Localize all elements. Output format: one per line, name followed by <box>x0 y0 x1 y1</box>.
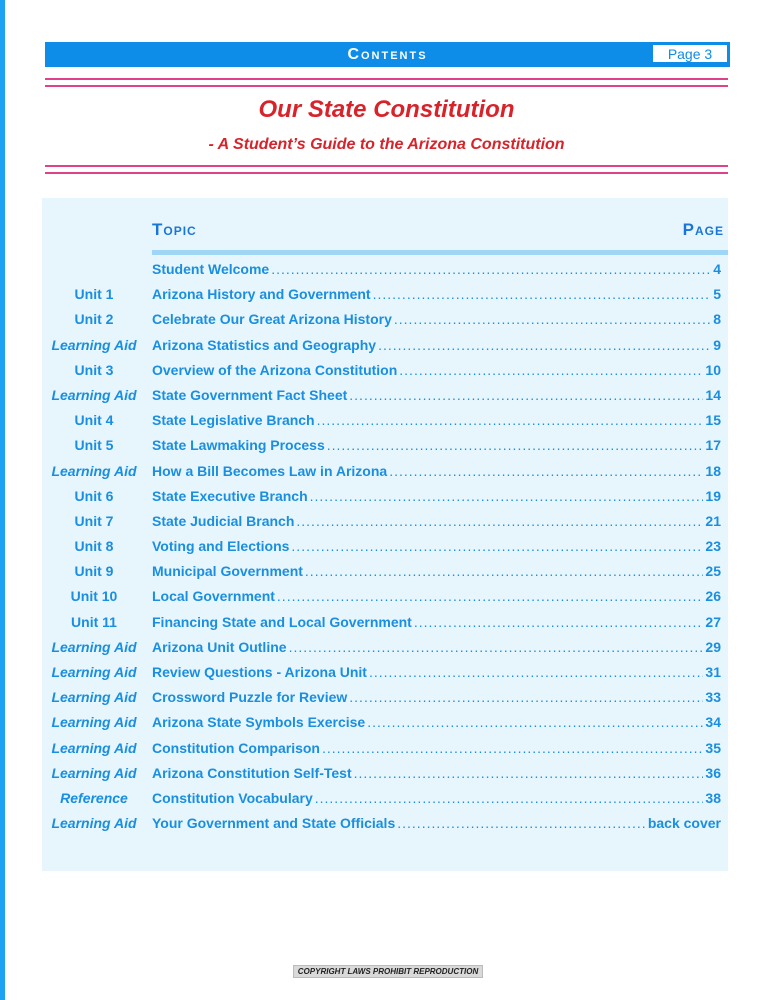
toc-row-label: Unit 6 <box>74 487 114 504</box>
toc-row-topic: Arizona State Symbols Exercise <box>152 714 366 731</box>
toc-row-page: 21 <box>705 512 721 529</box>
toc-row-page: 29 <box>705 638 721 655</box>
dot-leader <box>317 412 704 428</box>
toc-row <box>42 412 728 437</box>
toc-row-label: Unit 3 <box>74 361 114 378</box>
toc-row-page: 14 <box>705 386 721 403</box>
dot-leader <box>305 563 704 579</box>
toc-row <box>42 311 728 336</box>
title-bottom-divider <box>45 165 728 174</box>
dot-leader <box>394 311 711 327</box>
toc-row-topic: Constitution Comparison <box>152 739 320 756</box>
toc-row-page: back cover <box>647 815 721 832</box>
toc-row <box>42 588 728 613</box>
toc-row-page: 27 <box>705 613 721 630</box>
toc-row-label: Learning Aid <box>51 638 137 655</box>
toc-row-label: Learning Aid <box>51 739 137 756</box>
toc-row-topic: Arizona History and Government <box>152 286 371 303</box>
toc-row-page: 17 <box>705 437 721 454</box>
toc-row-page: 10 <box>705 361 721 378</box>
dot-leader <box>291 538 703 554</box>
dot-leader <box>310 488 704 504</box>
dot-leader <box>369 664 703 680</box>
toc-row-topic: State Judicial Branch <box>152 512 295 529</box>
document-subtitle: - A Student’s Guide to the Arizona Constitution <box>208 136 565 153</box>
dot-leader <box>389 463 703 479</box>
toc-row-topic: Overview of the Arizona Constitution <box>152 361 398 378</box>
dot-leader <box>399 362 703 378</box>
dot-leader <box>271 261 711 277</box>
toc-row-page: 33 <box>705 689 721 706</box>
toc-row-topic: Review Questions - Arizona Unit <box>152 664 367 680</box>
toc-row-label: Unit 5 <box>74 437 114 454</box>
toc-row-topic: Celebrate Our Great Arizona History <box>152 311 392 328</box>
toc-row <box>42 740 728 765</box>
toc-row <box>42 261 728 286</box>
toc-row-label: Learning Aid <box>51 815 137 832</box>
toc-row <box>42 639 728 664</box>
toc-row-label: Unit 2 <box>74 311 114 328</box>
toc-row <box>42 513 728 538</box>
toc-row-topic: Arizona Unit Outline <box>152 638 287 655</box>
toc-row-label: Unit 11 <box>71 613 117 630</box>
title-top-divider <box>45 78 728 87</box>
toc-row-topic: State Executive Branch <box>152 487 308 504</box>
toc-row-label: Learning Aid <box>51 714 137 731</box>
toc-row-label: Unit 10 <box>70 588 118 605</box>
toc-row <box>42 689 728 714</box>
toc-row <box>42 815 728 840</box>
toc-row <box>42 387 728 412</box>
toc-row <box>42 488 728 513</box>
dot-leader <box>367 714 703 730</box>
dot-leader <box>354 765 704 781</box>
toc-row <box>42 714 728 739</box>
dot-leader <box>349 689 703 705</box>
toc-row-page: 25 <box>705 563 721 580</box>
toc-row-topic: How a Bill Becomes Law in Arizona <box>152 462 388 479</box>
toc-row-topic: Municipal Government <box>152 563 303 580</box>
toc-row-label: Learning Aid <box>51 336 137 353</box>
column-heading-rule <box>152 250 728 255</box>
dot-leader <box>397 815 646 831</box>
toc-row <box>42 286 728 311</box>
toc-row <box>42 463 728 488</box>
toc-row-label: Learning Aid <box>51 386 137 403</box>
page-column-heading: Page <box>682 220 724 239</box>
toc-row-label: Learning Aid <box>51 764 137 781</box>
toc-row <box>42 362 728 387</box>
toc-row-page: 38 <box>705 789 721 806</box>
toc-row-label: Unit 4 <box>74 412 114 429</box>
toc-row-topic: Financing State and Local Government <box>152 613 412 630</box>
header-title: Contents <box>347 45 428 63</box>
toc-row-page: 9 <box>713 336 721 353</box>
document-title: Our State Constitution <box>258 96 515 123</box>
toc-row <box>42 538 728 563</box>
dot-leader <box>349 387 703 403</box>
toc-row-label: Learning Aid <box>51 462 137 479</box>
contents-header-bar <box>45 42 730 67</box>
toc-row <box>42 614 728 639</box>
toc-row-label: Learning Aid <box>51 664 137 680</box>
toc-row-page: 8 <box>713 311 721 328</box>
toc-row-page: 36 <box>705 764 721 781</box>
toc-row-topic: State Lawmaking Process <box>152 437 325 454</box>
toc-row-page: 34 <box>705 714 721 731</box>
toc-row <box>42 337 728 362</box>
toc-row-label: Learning Aid <box>51 689 137 706</box>
toc-row-page: 35 <box>705 739 721 756</box>
toc-row-topic: State Government Fact Sheet <box>152 386 348 403</box>
toc-row-label: Unit 7 <box>74 512 114 529</box>
page-number-label: Page 3 <box>652 44 728 63</box>
toc-row-label: Unit 8 <box>74 538 114 555</box>
toc-row-topic: Voting and Elections <box>152 538 290 555</box>
copyright-notice: COPYRIGHT LAWS PROHIBIT REPRODUCTION <box>293 965 483 978</box>
table-of-contents <box>42 198 728 871</box>
dot-leader <box>414 614 704 630</box>
dot-leader <box>327 437 704 453</box>
toc-row <box>42 664 728 689</box>
toc-row-page: 31 <box>705 664 721 680</box>
toc-row-page: 4 <box>713 261 721 277</box>
toc-row-page: 15 <box>705 412 721 429</box>
toc-row <box>42 437 728 462</box>
toc-row-topic: State Legislative Branch <box>152 412 315 429</box>
toc-row <box>42 765 728 790</box>
toc-row-label: Unit 9 <box>74 563 114 580</box>
toc-row-page: 26 <box>705 588 721 605</box>
dot-leader <box>277 588 704 604</box>
toc-row-topic: Crossword Puzzle for Review <box>152 689 348 706</box>
toc-row-label: Reference <box>60 789 128 806</box>
dot-leader <box>289 639 704 655</box>
toc-row-topic: Your Government and State Officials <box>152 815 396 832</box>
topic-column-heading: Topic <box>152 220 197 239</box>
dot-leader <box>322 740 703 756</box>
toc-row-page: 19 <box>705 487 721 504</box>
toc-row <box>42 563 728 588</box>
toc-row-topic: Student Welcome <box>152 261 270 277</box>
toc-entries <box>42 261 728 840</box>
toc-row-topic: Local Government <box>152 588 275 605</box>
toc-row-topic: Constitution Vocabulary <box>152 789 313 806</box>
toc-row-label: Unit 1 <box>74 286 114 303</box>
dot-leader <box>296 513 703 529</box>
toc-row-topic: Arizona Constitution Self-Test <box>152 764 352 781</box>
dot-leader <box>378 337 711 353</box>
dot-leader <box>315 790 704 806</box>
toc-row-topic: Arizona Statistics and Geography <box>152 336 377 353</box>
toc-row-page: 23 <box>705 538 721 555</box>
dot-leader <box>373 286 712 302</box>
toc-row-page: 5 <box>713 286 721 303</box>
toc-row <box>42 790 728 815</box>
toc-row-page: 18 <box>705 462 721 479</box>
